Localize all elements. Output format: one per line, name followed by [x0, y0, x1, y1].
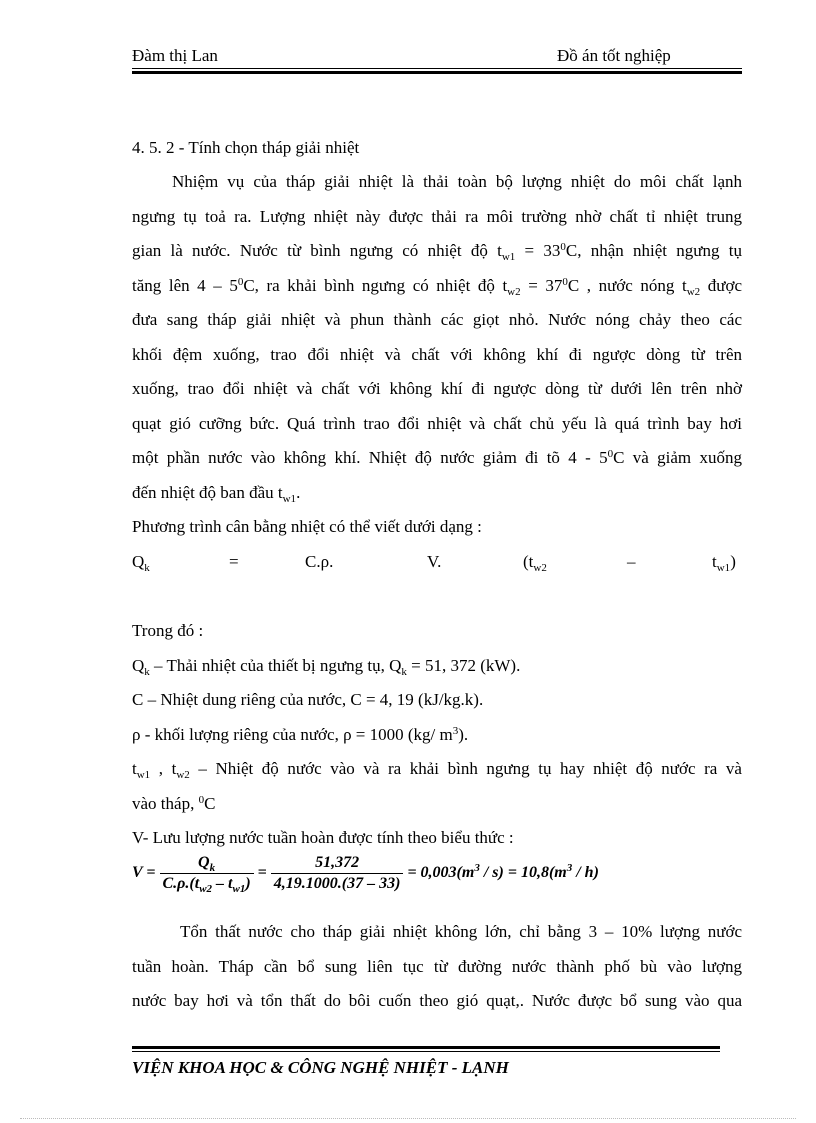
paragraph-line: gian là nước. Nước từ bình ngưng có nhiệt độ $t_{w1} = 33^0C$, nhận nhiệt ngưng tụ: [132, 241, 742, 263]
equation-c-rho: C.ρ.: [305, 552, 334, 571]
paragraph-line: Phương trình cân bằng nhiệt có thể viết dưới dạng :: [132, 517, 482, 536]
where-label: Trong đó :: [132, 621, 204, 640]
where-c: C – Nhiệt dung riêng của nước, C = 4, 19 (kJ/kg.k).: [132, 690, 484, 709]
paragraph-line: Nhiệm vụ của tháp giải nhiệt là thải toàn bộ lượng nhiệt do môi chất lạnh: [172, 172, 742, 191]
paragraph-line: quạt gió cưỡng bức. Quá trình trao đổi nhiệt và chất chủ yếu là quá trình bay hơi: [132, 414, 742, 433]
where-t-cont: vào tháp, $^0$C: [132, 794, 216, 813]
paragraph-line: tăng lên $4 - 5^0C$, ra khải bình ngưng có nhiệt độ $t_{w2} = 37^0C$ , nước nóng $t_{w2}$ được: [132, 276, 742, 298]
paragraph-line: một phần nước vào không khí. Nhiệt độ nước giảm đi tõ $4 - 5^0C$ và giảm xuống: [132, 448, 742, 467]
equation-equals: =: [229, 552, 239, 571]
where-v: V- Lưu lượng nước tuần hoàn được tính theo biểu thức :: [132, 828, 514, 847]
closing-line: Tổn thất nước cho tháp giải nhiệt không lớn, chỉ bằng 3 – 10% lượng nước: [180, 922, 742, 941]
footer-rule-thick: [132, 1046, 720, 1049]
equation-q: $Q_k$: [132, 552, 150, 574]
fraction-general: $\frac{Q_k}{C.\rho.(t_{w2} - t_{w1})}$: [160, 854, 254, 893]
header-author: Đàm thị Lan: [132, 46, 218, 65]
closing-line: nước bay hơi và tổn thất do bôi cuốn theo gió quạt,. Nước được bổ sung vào qua: [132, 991, 742, 1010]
where-rho: ρ - khối lượng riêng của nước, ρ = 1000 (kg/ $m^3$).: [132, 725, 469, 744]
paragraph-line: đến nhiệt độ ban đầu $t_{w1}$.: [132, 483, 301, 505]
section-heading: 4. 5. 2 - Tính chọn tháp giải nhiệt: [132, 138, 360, 157]
fraction-numeric: $\frac{51,372}{4,19.1000.(37 - 33)}$: [271, 854, 404, 893]
paragraph-line: ngưng tụ toả ra. Lượng nhiệt này được thải ra môi trường nhờ chất tỉ nhiệt trung: [132, 207, 742, 226]
equation-tw2: ($t_{w2}$: [523, 552, 547, 574]
footer-rule-thin: [132, 1051, 720, 1052]
footer-institute: VIỆN KHOA HỌC & CÔNG NGHỆ NHIỆT - LẠNH: [132, 1058, 509, 1077]
equation-minus: –: [627, 552, 636, 571]
where-qk: $Q_k$ – Thải nhiệt của thiết bị ngưng tụ, $Q_k = 51$, 372 (kW).: [132, 656, 521, 678]
page-edge-dots: [20, 1118, 796, 1119]
header-rule-thick: [132, 71, 742, 74]
paragraph-line: xuống, trao đổi nhiệt và chất với không khí đi ngược dòng từ dưới lên trên nhờ: [132, 379, 742, 398]
header-title: Đồ án tốt nghiệp: [557, 46, 671, 65]
closing-line: tuần hoàn. Tháp cần bổ sung liên tục từ đường nước thành phố bù vào lượng: [132, 957, 742, 976]
paragraph-line: khối đệm xuống, trao đổi nhiệt và chất với không khí đi ngược dòng từ trên: [132, 345, 742, 364]
where-t: $t_{w1}$ , $t_{w2}$ – Nhiệt độ nước vào và ra khải bình ngưng tụ hay nhiệt độ nước ra và: [132, 759, 742, 781]
equation-v: V.: [427, 552, 442, 571]
paragraph-line: đưa sang tháp giải nhiệt và phun thành các giọt nhỏ. Nước nóng chảy theo các: [132, 310, 742, 329]
header-rule-thin: [132, 68, 742, 69]
equation-tw1: $t_{w1}$): [712, 552, 736, 574]
flow-formula: V = $\frac{Q_k}{C.\rho.(t_{w2} - t_{w1})}$ = $\frac{51,372}{4,19.1000.(37 - 33)}$ = $0,003(m^3 / s) = 10,8(m^3 / h)$: [132, 854, 599, 895]
